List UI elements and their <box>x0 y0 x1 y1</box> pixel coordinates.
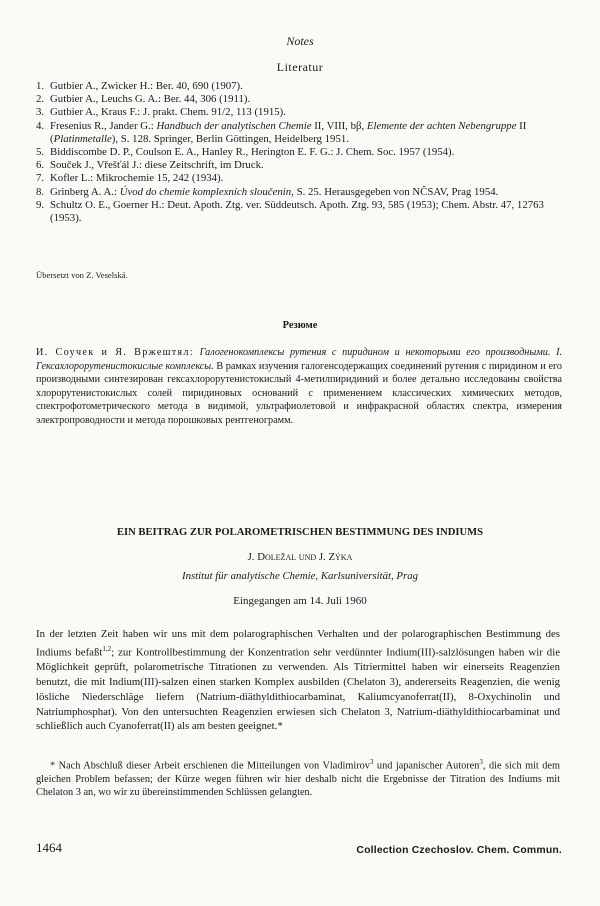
journal-name: Collection Czechoslov. Chem. Commun. <box>356 845 562 856</box>
resume-heading: Резюме <box>282 320 318 331</box>
resume-title: Галогенокомплексы рутения с пиридином и некоторыми его производными. I. Гексахлорорутенистокислые комплексы. <box>36 347 563 372</box>
reference-item: 1. Gutbier A., Zwicker H.: Ber. 40, 690 (1907). <box>36 80 243 92</box>
resume-body: В рамках изучения галогенсодержащих соединений рутения с пиридином и его производными синтезирован гексахлорорутенистокислый 4-метилпиридиний и более детально исследованы свойства хлорорутенистокислых солей пиридиновых оснований с применением классических химических методов, спектрофотометрического метода в видимой, ультрафиолетовой и инфракрасной областях спектра, измерения электропроводности и метода порошковых рентгенограмм. <box>36 360 562 426</box>
article-institute: Institut für analytische Chemie, Karlsuniversität, Prag <box>181 570 419 582</box>
resume-paragraph <box>36 346 562 428</box>
article-authors: J. Doležal und J. Zýka <box>247 551 353 563</box>
reference-item: 6. Souček J., Vřešťál J.: diese Zeitschrift, im Druck. <box>36 159 264 172</box>
footnote: * Nach Abschluß dieser Arbeit erschienen die Mitteilungen von Vladimirov$^3$ und japanischer Autoren$^3$, die sich mit dem gleichen Problem befassen; der Kürze wegen führen wir hier deshalb nicht die Ergebnisse der Titration des Indiums mit Chelaton 3 an, wo wir zu übereinstimmenden Schlüssen gelangten. <box>36 758 561 799</box>
article-body: In der letzten Zeit haben wir uns mit dem polarographischen Verhalten und der polarographischen Bestimmung des Indiums befaßt$^{1,2}$; zur Kontrollbestimmung der Konzentration sehr verdünnter Indium(III)-salzlösungen haben wir die Möglichkeit geprüft, polarometrische Titrationen zu verwenden. Als Titriermittel haben wir einerseits Reagenzien benutzt, die mit Indium(III)-salzen einen starken Komplex ausbilden (Chelaton 3), andererseits Reagenzien, die wenig lösliche Niederschläge liefern (Natrium-diäthyldithiocarbaminat, Kaliumcyanoferrat(II), 8-Oxychinolin und Natriumphosphat). Von den untersuchten Reagenzien erwiesen sich Chelaton 3, Natrium-diäthyldithiocarbaminat und schließlich auch Cyanoferrat(II) als am besten geeignet.* <box>36 628 560 733</box>
resume-authors: И. Соучек и Я. Вржештял: <box>36 347 194 358</box>
reference-item: 7. Kofler L.: Mikrochemie 15, 242 (1934). <box>36 172 224 185</box>
reference-item: 9. Schultz O. E., Goerner H.: Deut. Apoth. Ztg. ver. Süddeutsch. Apoth. Ztg. 93, 585 (1953); Chem. Abstr. 47, 12763 (1953). <box>36 198 544 225</box>
reference-item: 2. Gutbier A., Leuchs G. A.: Ber. 44, 306 (1911). <box>36 93 251 106</box>
reference-item: 4. Fresenius R., Jander G.: Handbuch der analytischen Chemie II, VIII, bβ, Elemente der achten Nebengruppe II (Platinmetalle), S. 128. Springer, Berlin Göttingen, Heidelberg 1951. <box>36 119 527 145</box>
received-date: Eingegangen am 14. Juli 1960 <box>233 595 367 607</box>
literatur-heading: Literatur <box>276 60 324 74</box>
article-title: EIN BEITRAG ZUR POLAROMETRISCHEN BESTIMMUNG DES INDIUMS <box>116 527 484 538</box>
translator-note: Übersetzt von Z. Veselská. <box>36 270 128 280</box>
running-header: Notes <box>286 34 314 48</box>
reference-item: 8. Grinberg A. A.: Úvod do chemie komplexních sloučenin, S. 25. Herausgegeben von NČSAV, Prag 1954. <box>36 185 499 198</box>
reference-item: 5. Biddiscombe D. P., Coulson E. A., Hanley R., Herington E. F. G.: J. Chem. Soc. 1957 (1954). <box>36 146 455 159</box>
reference-list <box>36 80 560 225</box>
page-number: 1464 <box>36 840 62 855</box>
reference-item: 3. Gutbier A., Kraus F.: J. prakt. Chem. 91/2, 113 (1915). <box>36 106 286 119</box>
